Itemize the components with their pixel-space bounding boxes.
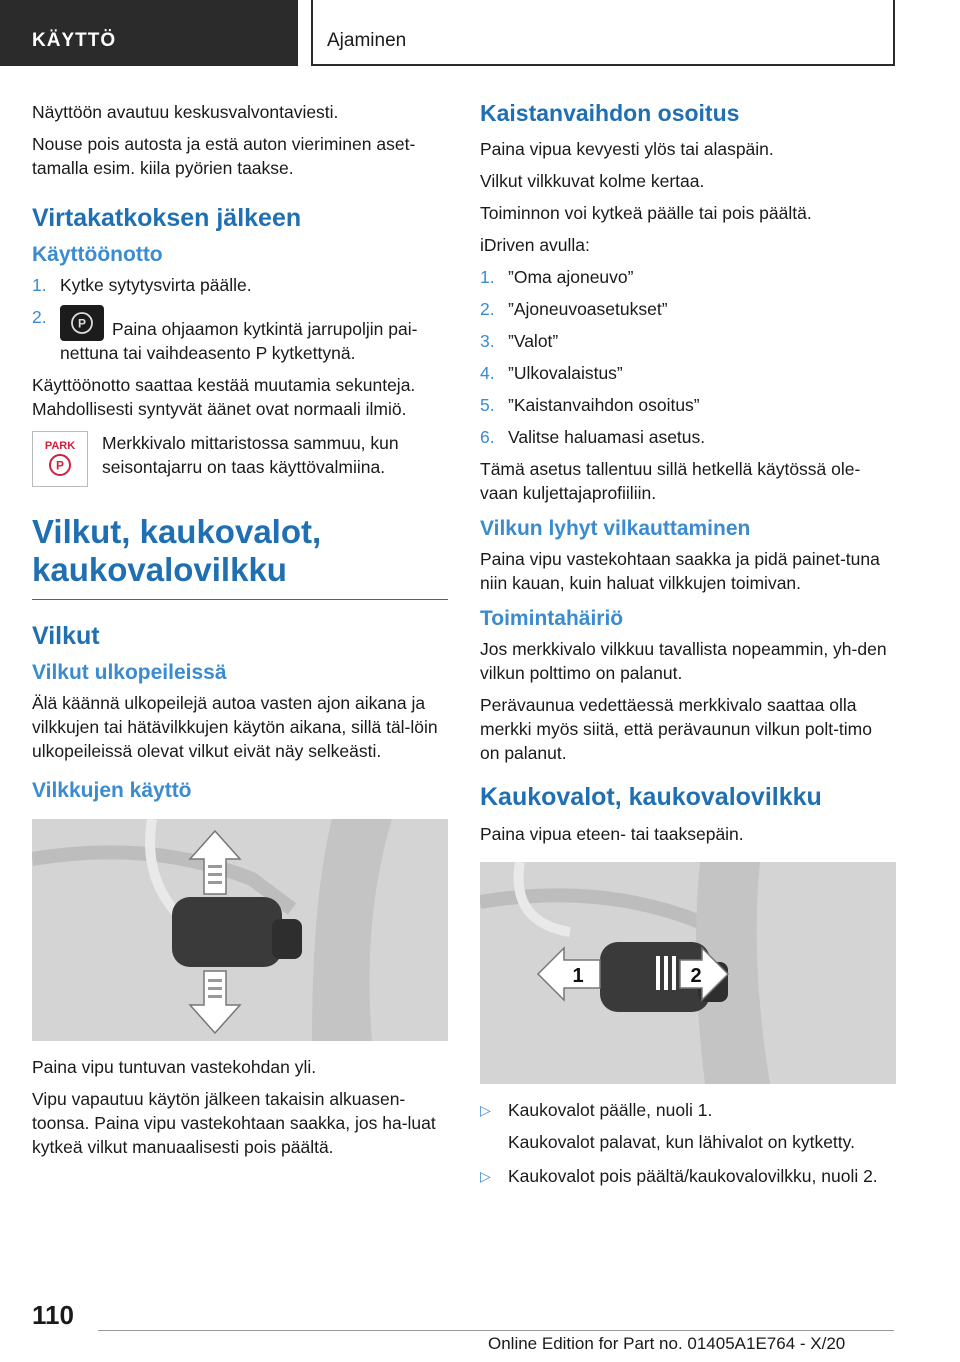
step-number: 3. xyxy=(480,331,495,351)
paragraph: Tämä asetus tallentuu sillä hetkellä käytössä ole‐vaan kuljettajaprofiiliin. xyxy=(480,459,861,503)
heading-toimintahairio: Toimintahäiriö xyxy=(480,607,624,630)
bullet-triangle-icon: ▷ xyxy=(480,1102,491,1118)
svg-text:2: 2 xyxy=(690,965,702,987)
footer-edition: Online Edition for Part no. 01405A1E764 - X/20 xyxy=(488,1334,846,1353)
step-number: 2. xyxy=(480,299,495,319)
park-icon-label: PARK xyxy=(44,440,76,452)
step-text: ”Oma ajoneuvo” xyxy=(508,267,634,287)
list-item xyxy=(480,425,896,449)
heading-kayttoonotto: Käyttöönotto xyxy=(32,243,163,266)
list-item xyxy=(480,1098,896,1122)
step-text: ”Ulkovalaistus” xyxy=(508,363,623,383)
heading-vilkkujen-kaytto: Vilkkujen käyttö xyxy=(32,779,192,802)
heading-vilkut-main: Vilkut, kaukovalot, kaukovalovilkku xyxy=(32,513,448,600)
paragraph: Paina vipua eteen- tai taaksepäin. xyxy=(480,824,744,844)
paragraph: Näyttöön avautuu keskusvalvontaviesti. xyxy=(32,102,339,122)
header-chapter-label: Ajaminen xyxy=(327,30,407,51)
paragraph: Vilkut vilkkuvat kolme kertaa. xyxy=(480,171,705,191)
list-item xyxy=(480,265,896,289)
svg-text:P: P xyxy=(55,458,65,473)
step-text: ”Kaistanvaihdon osoitus” xyxy=(508,395,700,415)
paragraph: Käyttöönotto saattaa kestää muutamia sekunteja. Mahdollisesti syntyvät äänet ovat normaali ilmiö. xyxy=(32,375,416,419)
heading-ulkopeilit: Vilkut ulkopeileissä xyxy=(32,661,227,684)
step-list xyxy=(32,273,448,365)
bullet-triangle-icon: ▷ xyxy=(480,1168,491,1184)
step-number: 4. xyxy=(480,363,495,383)
paragraph: iDriven avulla: xyxy=(480,235,590,255)
step-text: Paina ohjaamon kytkintä jarrupoljin pai‐nettuna tai vaihdeasento P kytkettynä. xyxy=(60,319,418,363)
footer-divider xyxy=(98,1330,894,1331)
step-text: ”Valot” xyxy=(508,331,559,351)
bullet-text: Kaukovalot päälle, nuoli 1. xyxy=(508,1100,713,1120)
step-number: 6. xyxy=(480,427,495,447)
heading-vilkut: Vilkut xyxy=(32,622,100,650)
page-number: 110 xyxy=(32,1300,74,1330)
paragraph: Paina vipua kevyesti ylös tai alaspäin. xyxy=(480,139,774,159)
paragraph: Toiminnon voi kytkeä päälle tai pois päältä. xyxy=(480,203,812,223)
list-item xyxy=(32,305,448,365)
paragraph: Jos merkkivalo vilkkuu tavallista nopeammin, yh‐den vilkun polttimo on palanut. xyxy=(480,639,887,683)
park-circle-icon xyxy=(47,452,73,478)
step-number: 2. xyxy=(32,307,47,327)
list-item xyxy=(480,1164,896,1188)
header-section xyxy=(0,0,298,66)
parking-brake-button-icon xyxy=(60,305,104,341)
heading-virtakatkos: Virtakatkoksen jälkeen xyxy=(32,204,302,232)
turn-signal-lever-image xyxy=(32,819,448,1041)
paragraph: Paina vipu vastekohtaan saakka ja pidä painet‐tuna niin kauan, kuin haluat vilkkujen toimivan. xyxy=(480,549,880,593)
left-column xyxy=(32,100,448,1167)
paragraph: Perävaunua vedettäessä merkkivalo saattaa olla merkki myös siitä, että perävaunun vilkun polt‐timo on palanut. xyxy=(480,695,872,763)
svg-text:1: 1 xyxy=(572,965,584,987)
paragraph: Älä käännä ulkopeilejä autoa vasten ajon aikana ja vilkkujen tai hätävilkkujen käytön aikana, sillä täl‐löin ulkopeileissä olevat vilkut eivät näy selkeästi. xyxy=(32,693,438,761)
high-beam-list xyxy=(480,1098,896,1188)
header-section-label: KÄYTTÖ xyxy=(32,30,117,51)
header-chapter xyxy=(311,0,895,66)
paragraph: Nouse pois autosta ja estä auton vieriminen aset‐tamalla esim. kiila pyörien taakse. xyxy=(32,134,416,178)
park-indicator-row xyxy=(32,431,448,487)
list-item xyxy=(480,297,896,321)
bullet-text: Kaukovalot pois päältä/kaukovalovilkku, nuoli 2. xyxy=(508,1166,878,1186)
idrive-step-list xyxy=(480,265,896,449)
step-number: 5. xyxy=(480,395,495,415)
paragraph: Paina vipu tuntuvan vastekohdan yli. xyxy=(32,1057,317,1077)
park-warning-icon xyxy=(32,431,88,487)
list-item xyxy=(480,329,896,353)
heading-kaukovalot: Kaukovalot, kaukovalovilkku xyxy=(480,783,822,811)
right-column xyxy=(480,100,896,1196)
list-item xyxy=(480,393,896,417)
svg-text:P: P xyxy=(77,316,87,331)
step-text: Valitse haluamasi asetus. xyxy=(508,427,706,447)
high-beam-lever-image xyxy=(480,862,896,1084)
list-item xyxy=(32,273,448,297)
step-text: Kytke sytytysvirta päälle. xyxy=(60,275,252,295)
step-number: 1. xyxy=(32,275,47,295)
list-item xyxy=(480,361,896,385)
heading-lyhyt-vilkautus: Vilkun lyhyt vilkauttaminen xyxy=(480,517,751,540)
bullet-subtext: Kaukovalot palavat, kun lähivalot on kytketty. xyxy=(508,1132,855,1152)
heading-kaistanvaihto: Kaistanvaihdon osoitus xyxy=(480,100,740,126)
step-text: ”Ajoneuvoasetukset” xyxy=(508,299,668,319)
paragraph: Vipu vapautuu käytön jälkeen takaisin alkuasen‐toonsa. Paina vipu vastekohtaan saakka, jos ha‐luat kytkeä vilkut manuaalisesti pois päältä. xyxy=(32,1089,436,1157)
step-number: 1. xyxy=(480,267,495,287)
paragraph: Merkkivalo mittaristossa sammuu, kun seisontajarru on taas käyttövalmiina. xyxy=(102,433,399,477)
